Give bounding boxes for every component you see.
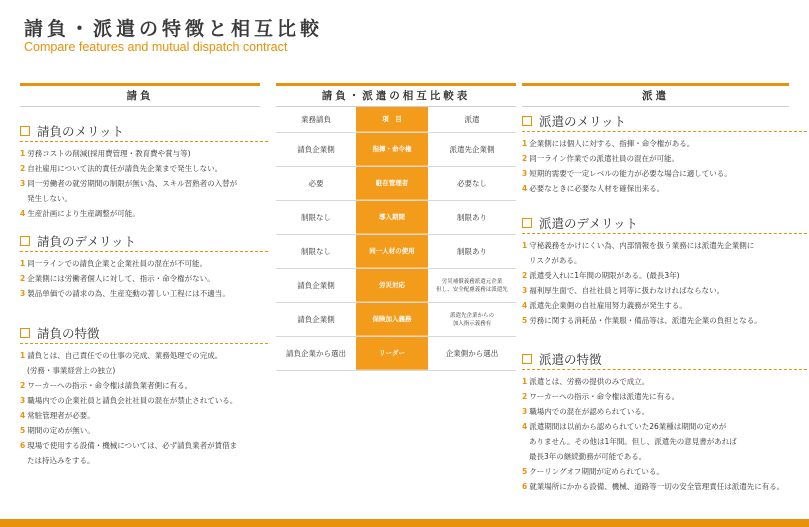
item-text: 就業場所にかかる設備、機械、道路等一切の安全管理責任は派遣先に有る。 <box>529 482 785 491</box>
item-text: 最長3年の継続勤務が可能である。 <box>529 452 647 461</box>
item-text: 同一ライン作業での派遣社員の混在が可能。 <box>529 154 679 163</box>
item-number: 3 <box>522 169 528 178</box>
item-number: 3 <box>20 289 26 298</box>
table-cell-left: 請負企業から選出 <box>286 348 346 358</box>
list-item <box>20 438 268 453</box>
list-item <box>20 191 268 206</box>
item-list <box>522 374 807 494</box>
item-text: 期間の定めが無い。 <box>27 426 95 435</box>
list-item <box>522 389 807 404</box>
table-cell-mid: リーダー <box>356 337 428 370</box>
list-item <box>522 434 807 449</box>
table-cell-right: 労災補償義務派遣元企業 但し、安全配慮義務は派遣先 <box>436 278 508 293</box>
table-cell-mid: 保険加入義務 <box>356 303 428 336</box>
item-text: 労務に関する消耗品・作業服・備品等は、派遣先企業の負担となる。 <box>529 316 762 325</box>
table-cell-left: 請負企業側 <box>297 144 335 154</box>
list-item <box>522 253 807 268</box>
table-cell-left: 制限なし <box>301 212 331 222</box>
list-item <box>522 166 807 181</box>
list-item <box>20 393 268 408</box>
section-title-label: 請負のメリット <box>37 123 125 139</box>
list-item <box>522 283 807 298</box>
item-number: 6 <box>522 482 528 491</box>
haken-merits-section <box>522 112 807 196</box>
square-bullet-icon <box>522 218 532 228</box>
table-row <box>276 337 516 371</box>
item-text: たは持込みをする。 <box>27 456 95 465</box>
item-text: 職場内での企業社員と請負会社社員の混在が禁止されている。 <box>27 396 238 405</box>
item-number: 6 <box>20 441 26 450</box>
item-text: 自社雇用について法的責任が請負先企業まで発生しない。 <box>27 164 223 173</box>
table-row <box>276 235 516 269</box>
section-title-label: 請負のデメリット <box>37 233 137 249</box>
item-number: 4 <box>522 184 528 193</box>
list-item <box>522 374 807 389</box>
table-cell-left: 請負企業側 <box>297 314 335 324</box>
item-text: 製品単価での請求の為、生産変動の著しい工程には不適当。 <box>27 289 230 298</box>
list-item <box>20 256 268 271</box>
list-item <box>20 176 268 191</box>
item-text: 同一労働者の就労期間の制限が無い為、スキル習熟者の入替が <box>27 179 238 188</box>
ukeoi-demerits-section <box>20 232 268 301</box>
table-row <box>276 107 516 133</box>
item-number: 2 <box>522 271 528 280</box>
square-bullet-icon <box>522 116 532 126</box>
table-row <box>276 133 516 167</box>
square-bullet-icon <box>20 328 30 338</box>
table-cell-right: 制限あり <box>457 246 487 256</box>
section-title <box>20 232 268 252</box>
page-subtitle: Compare features and mutual dispatch contract <box>24 40 288 54</box>
item-text: クーリングオフ期間が定められている。 <box>529 467 664 476</box>
item-number: 4 <box>522 422 528 431</box>
item-text: 労務コストの削減(採用費管理・教育費や賞与等) <box>27 149 191 158</box>
item-text: 派遣先企業側の自社雇用努力義務が発生する。 <box>529 301 687 310</box>
item-text: ワーカーへの指示・命令権は派遣先に有る。 <box>529 392 680 401</box>
table-row <box>276 269 516 303</box>
list-item <box>20 363 268 378</box>
item-text: リスクがある。 <box>529 256 582 265</box>
item-list <box>522 136 807 196</box>
item-text: 生産計画により生産調整が可能。 <box>27 209 140 218</box>
table-cell-right: 企業側から選出 <box>445 348 499 358</box>
item-number: 5 <box>522 467 528 476</box>
square-bullet-icon <box>522 354 532 364</box>
item-text: 発生しない。 <box>27 194 72 203</box>
list-item <box>522 313 807 328</box>
item-number: 2 <box>20 274 26 283</box>
item-number: 5 <box>20 426 26 435</box>
table-row <box>276 167 516 201</box>
item-text: 企業側には個人に対する、指揮・命令権がある。 <box>529 139 695 148</box>
list-item <box>522 238 807 253</box>
table-cell-right: 派遣先企業側 <box>449 144 495 154</box>
ukeoi-merits-section <box>20 122 268 221</box>
list-item <box>20 423 268 438</box>
footer-bar <box>0 519 809 527</box>
table-cell-left: 制限なし <box>301 246 331 256</box>
list-item <box>20 286 268 301</box>
table-cell-mid: 駐在管理者 <box>356 167 428 200</box>
table-cell-left: 必要 <box>308 178 324 188</box>
item-number: 1 <box>20 259 26 268</box>
list-item <box>20 378 268 393</box>
item-text: 必要なときに必要な人材を確保出来る。 <box>529 184 665 193</box>
section-title-label: 派遣のデメリット <box>539 215 639 231</box>
list-item <box>20 206 268 221</box>
item-number: 1 <box>20 149 26 158</box>
item-text: 派遣とは、労務の提供のみで成立。 <box>529 377 650 386</box>
list-item <box>522 479 807 494</box>
section-title-label: 請負の特徴 <box>37 325 100 341</box>
item-number: 2 <box>20 381 26 390</box>
item-number: 4 <box>522 301 528 310</box>
section-title <box>522 214 807 234</box>
table-cell-left: 請負企業側 <box>297 280 335 290</box>
list-item <box>20 146 268 161</box>
item-number: 3 <box>20 179 26 188</box>
section-title-label: 派遣の特徴 <box>539 351 602 367</box>
item-number: 2 <box>20 164 26 173</box>
item-number: 5 <box>522 316 528 325</box>
list-item <box>522 404 807 419</box>
item-list <box>20 256 268 301</box>
item-number: 1 <box>522 377 528 386</box>
list-item <box>522 298 807 313</box>
item-text: 企業側には労働者個人に対して、指示・命令権がない。 <box>27 274 215 283</box>
ukeoi-features-section <box>20 324 268 468</box>
column-header-haken: 派遣 <box>522 83 789 107</box>
list-item <box>522 151 807 166</box>
item-number: 2 <box>522 392 528 401</box>
item-number: 3 <box>522 286 528 295</box>
section-title <box>20 122 268 142</box>
table-cell-mid: 項 目 <box>356 107 428 132</box>
section-title <box>522 350 807 370</box>
table-cell-right: 派遣 <box>464 114 480 124</box>
table-cell-mid: 導入期間 <box>356 201 428 234</box>
table-row <box>276 303 516 337</box>
table-cell-mid: 労災対応 <box>356 269 428 302</box>
list-item <box>20 453 268 468</box>
haken-demerits-section <box>522 214 807 328</box>
page-title: 請負・派遣の特徴と相互比較 <box>24 18 324 40</box>
list-item <box>522 181 807 196</box>
item-text: 守秘義務をかけにくい為、内部情報を扱う業務には派遣先企業側に <box>529 241 755 250</box>
item-text: 派遣受入れに1年間の期限がある。(最長3年) <box>529 271 680 280</box>
square-bullet-icon <box>20 236 30 246</box>
list-item <box>20 348 268 363</box>
item-list <box>20 146 268 221</box>
item-text: 請負とは、自己責任での仕事の完成、業務処理での完成。 <box>27 351 223 360</box>
item-text: 現場で使用する設備・機械については、必ず請負業者が賃借ま <box>27 441 238 450</box>
item-number: 3 <box>20 396 26 405</box>
section-title <box>20 324 268 344</box>
haken-features-section <box>522 350 807 494</box>
comparison-table <box>276 107 516 371</box>
item-text: ワーカーへの指示・命令権は請負業者側に有る。 <box>27 381 193 390</box>
item-text: 短期的需要で一定レベルの能力が必要な場合に適している。 <box>529 169 732 178</box>
item-number: 2 <box>522 154 528 163</box>
section-title-label: 派遣のメリット <box>539 113 627 129</box>
column-header-comparison: 請負・派遣の相互比較表 <box>276 83 516 107</box>
item-text: 同一ラインでの請負企業と企業社員の混在が不可能。 <box>27 259 207 268</box>
table-row <box>276 201 516 235</box>
table-cell-right: 派遣先企業からの 加入指示義務有 <box>449 312 494 327</box>
table-cell-mid: 同一人材の使用 <box>356 235 428 268</box>
list-item <box>522 464 807 479</box>
item-text: (労務・事業経営上の独立) <box>27 366 116 375</box>
square-bullet-icon <box>20 126 30 136</box>
item-number: 3 <box>522 407 528 416</box>
item-text: 職場内での混在が認められている。 <box>529 407 650 416</box>
table-cell-right: 必要なし <box>457 178 487 188</box>
item-list <box>522 238 807 328</box>
list-item <box>20 408 268 423</box>
table-cell-left: 業務請負 <box>301 114 331 124</box>
item-text: 派遣期間は以前から認められていた26業種は期間の定めが <box>529 422 727 431</box>
item-number: 1 <box>522 241 528 250</box>
column-header-ukeoi: 請負 <box>20 83 260 107</box>
item-list <box>20 348 268 468</box>
item-text: ありません。その他は1年間。但し、派遣先の意見書があれば <box>529 437 737 446</box>
item-text: 福利厚生面で、自社社員と同等に扱わなければならない。 <box>529 286 725 295</box>
list-item <box>522 449 807 464</box>
table-cell-mid: 指揮・命令権 <box>356 133 428 166</box>
item-number: 1 <box>20 351 26 360</box>
list-item <box>20 161 268 176</box>
list-item <box>522 268 807 283</box>
table-cell-right: 制限あり <box>457 212 487 222</box>
item-text: 常駐管理者が必要。 <box>27 411 95 420</box>
list-item <box>522 419 807 434</box>
item-number: 1 <box>522 139 528 148</box>
list-item <box>20 271 268 286</box>
item-number: 4 <box>20 411 26 420</box>
item-number: 4 <box>20 209 26 218</box>
section-title <box>522 112 807 132</box>
list-item <box>522 136 807 151</box>
